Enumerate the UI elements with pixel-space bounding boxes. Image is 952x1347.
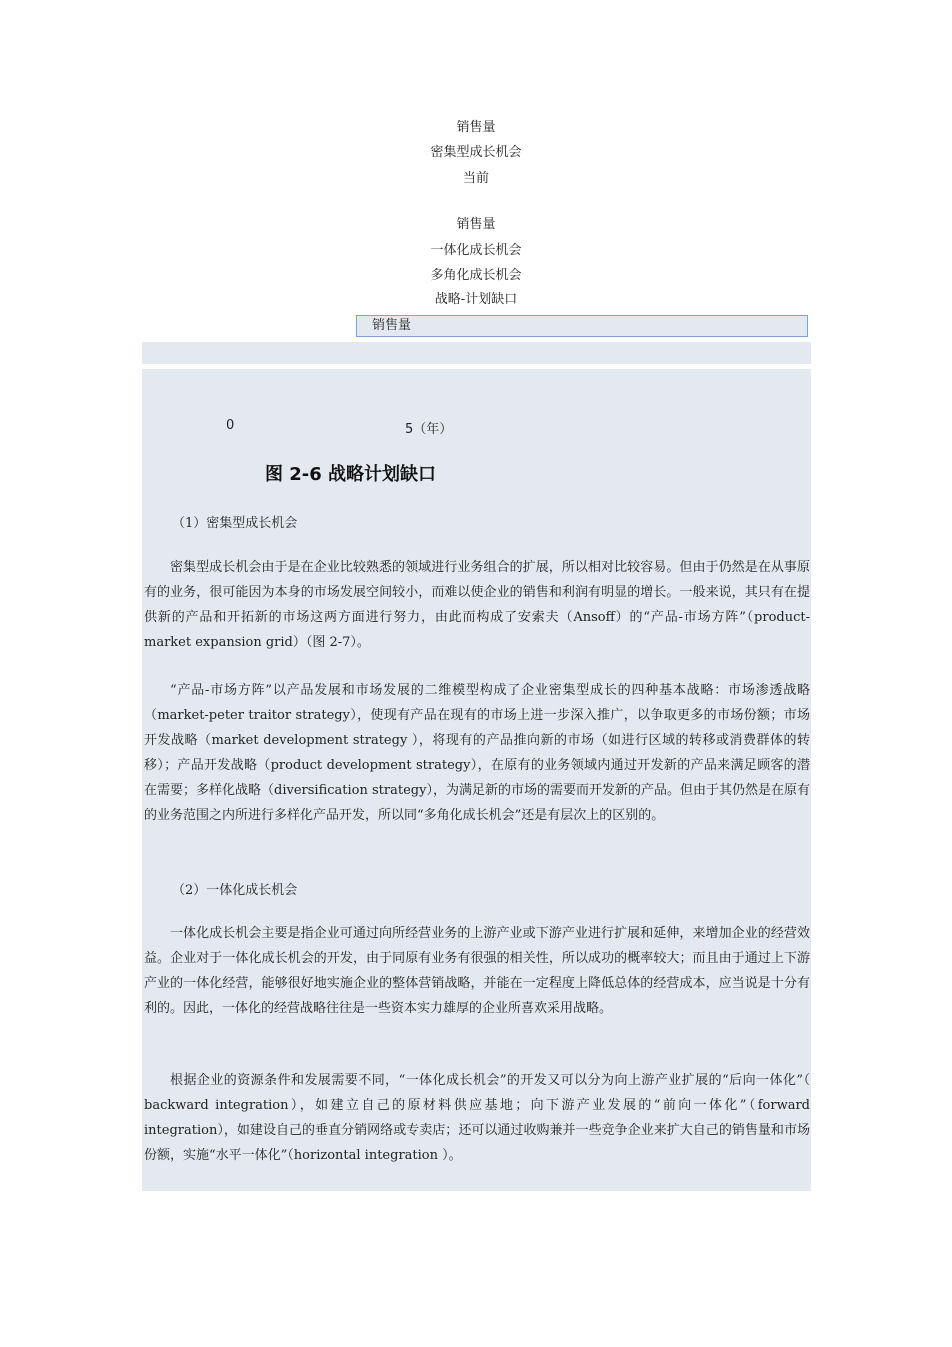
sales-text-box[interactable]: 销售量 — [356, 315, 808, 337]
diagram-band-upper — [142, 342, 811, 364]
diagram-label-sales-mid: 销售量 — [456, 217, 496, 232]
paragraph-integration-2: 根据企业的资源条件和发展需要不同，“一体化成长机会”的开发又可以分为向上游产业扩展的“后向一体化”（ backward integration），如建立自己的原材料供应基地；向下游产业发展的“前向一体化”（forward integration），如建设自己的垂直分销网络或专卖店；还可以通过收购兼并一些竞争企业来扩大自己的销售量和市场份额，实施“水平一体化”（horizontal integration ）。 — [144, 1073, 810, 1163]
paragraph-intensive-2: “产品-市场方阵”以产品发展和市场发展的二维模型构成了企业密集型成长的四种基本战略：市场渗透战略（market-peter traitor strategy），使现有产品在现有的市场上进一步深入推广，以争取更多的市场份额；市场开发战略（market development strategy ），将现有的产品推向新的市场（如进行区域的转移或消费群体的转移）；产品开发战略（product development strategy），在原有的业务领域内通过开发新的产品来满足顾客的潜在需要；多样化战略（diversification strategy），为满足新的市场的需要而开发新的产品。但由于其仍然是在原有的业务范围之内所进行多样化产品开发，所以同“多角化成长机会”还是有层次上的区别的。 — [144, 683, 810, 823]
paragraph-intensive-1: 密集型成长机会由于是在企业比较熟悉的领域进行业务组合的扩展，所以相对比较容易。但由于仍然是在从事原有的业务，很可能因为本身的市场发展空间较小，而难以使企业的销售和利润有明显的增长。一般来说，其只有在提供新的产品和开拓新的市场这两方面进行努力，由此而构成了安索夫（Ansoff）的“产品-市场方阵”（product-market expansion grid）（图 2-7）。 — [144, 560, 810, 650]
diagram-label-intensive: 密集型成长机会 — [430, 145, 522, 160]
section-heading-intensive: （1）密集型成长机会 — [172, 516, 298, 531]
diagram-label-current: 当前 — [462, 171, 489, 186]
axis-label-zero: 0 — [226, 418, 235, 433]
figure-title: 图 2-6 战略计划缺口 — [265, 464, 437, 485]
diagram-label-integration: 一体化成长机会 — [430, 243, 522, 258]
paragraph-integration-1: 一体化成长机会主要是指企业可通过向所经营业务的上游产业或下游产业进行扩展和延伸，来增加企业的经营效益。企业对于一体化成长机会的开发，由于同原有业务有很强的相关性，所以成功的概率较大；而且由于通过上下游产业的一体化经营，能够很好地实施企业的整体营销战略，并能在一定程度上降低总体的经营成本，应当说是十分有利的。因此，一体化的经营战略往往是一些资本实力雄厚的企业所喜欢采用战略。 — [144, 926, 810, 1016]
section-heading-integration: （2）一体化成长机会 — [172, 883, 298, 898]
axis-label-five-years: 5（年） — [405, 422, 453, 437]
diagram-label-sales-top: 销售量 — [456, 120, 496, 135]
diagram-label-gap: 战略-计划缺口 — [434, 292, 518, 307]
diagram-label-diversification: 多角化成长机会 — [430, 268, 522, 283]
